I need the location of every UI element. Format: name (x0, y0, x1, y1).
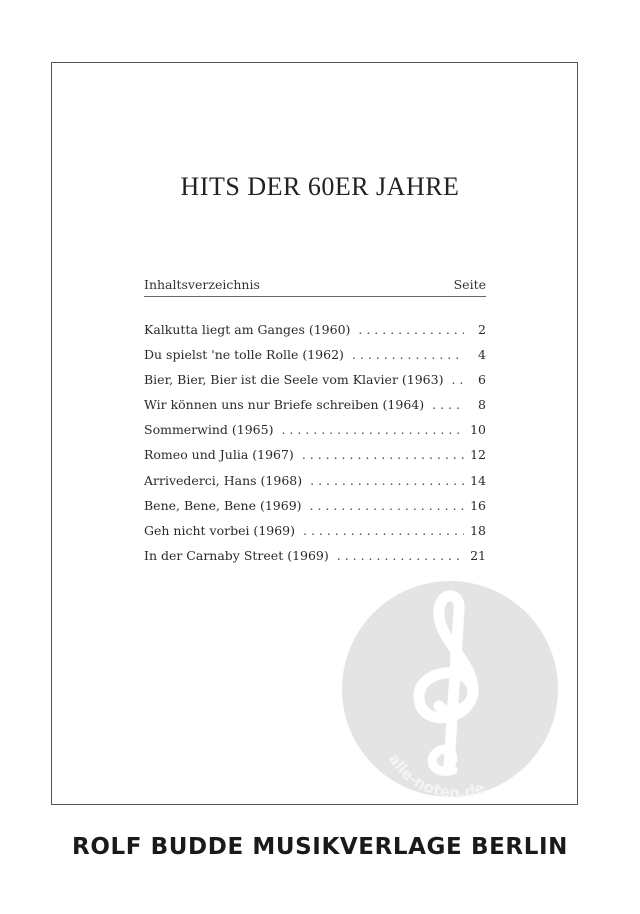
toc-item-page: 14 (470, 472, 486, 488)
toc-item (144, 322, 486, 347)
toc-item-title: In der Carnaby Street (1969) (144, 547, 329, 563)
toc-item-title: Sommerwind (1965) (144, 422, 274, 438)
toc-item-title: Bene, Bene, Bene (1969) (144, 497, 302, 513)
toc-item (144, 347, 486, 372)
toc-item (144, 548, 486, 573)
watermark-logo (341, 580, 559, 798)
toc-leader-dots (337, 548, 464, 563)
toc-item-page: 18 (470, 522, 486, 538)
toc-item (144, 447, 486, 472)
toc-page-column-label: Seite (453, 277, 486, 292)
toc-item-title: Romeo und Julia (1967) (144, 447, 294, 463)
toc-leader-dots (352, 347, 464, 362)
toc-item (144, 498, 486, 523)
toc-item (144, 372, 486, 397)
toc-leader-dots (358, 322, 464, 337)
toc-item-title: Du spielst 'ne tolle Rolle (1962) (144, 347, 344, 363)
toc-item-page: 4 (478, 347, 486, 363)
toc-item (144, 422, 486, 447)
toc-leader-dots (302, 447, 464, 462)
toc-leader-dots (310, 498, 464, 513)
toc-item-title: Geh nicht vorbei (1969) (144, 522, 296, 538)
toc-list (144, 322, 486, 573)
toc-header-label: Inhaltsverzeichnis (144, 277, 260, 292)
page-title: HITS DER 60ER JAHRE (180, 172, 460, 201)
toc-header (144, 276, 486, 297)
toc-leader-dots (432, 397, 464, 412)
toc-item-page: 10 (470, 422, 486, 438)
toc-leader-dots (451, 372, 464, 387)
toc-item (144, 397, 486, 422)
toc-item-title: Bier, Bier, Bier ist die Seele vom Klavier (1963) (144, 372, 444, 388)
toc-item-title: Wir können uns nur Briefe schreiben (1964) (144, 397, 425, 413)
toc-item-page: 6 (478, 372, 486, 388)
toc-item (144, 473, 486, 498)
toc-item-page: 16 (470, 497, 486, 513)
toc-item-page: 12 (470, 447, 486, 463)
watermark-text: alle-noten.de (384, 750, 488, 798)
toc-item-page: 8 (478, 397, 486, 413)
toc-leader-dots (303, 523, 464, 538)
toc-item (144, 523, 486, 548)
toc-item-title: Arrivederci, Hans (1968) (144, 472, 303, 488)
toc-item-page: 21 (470, 547, 486, 563)
toc-item-title: Kalkutta liegt am Ganges (1960) (144, 322, 351, 337)
toc-leader-dots (281, 422, 464, 437)
publisher-name: ROLF BUDDE MUSIKVERLAGE BERLIN (72, 834, 568, 860)
toc-leader-dots (310, 473, 464, 488)
toc-item-page: 2 (478, 322, 486, 337)
